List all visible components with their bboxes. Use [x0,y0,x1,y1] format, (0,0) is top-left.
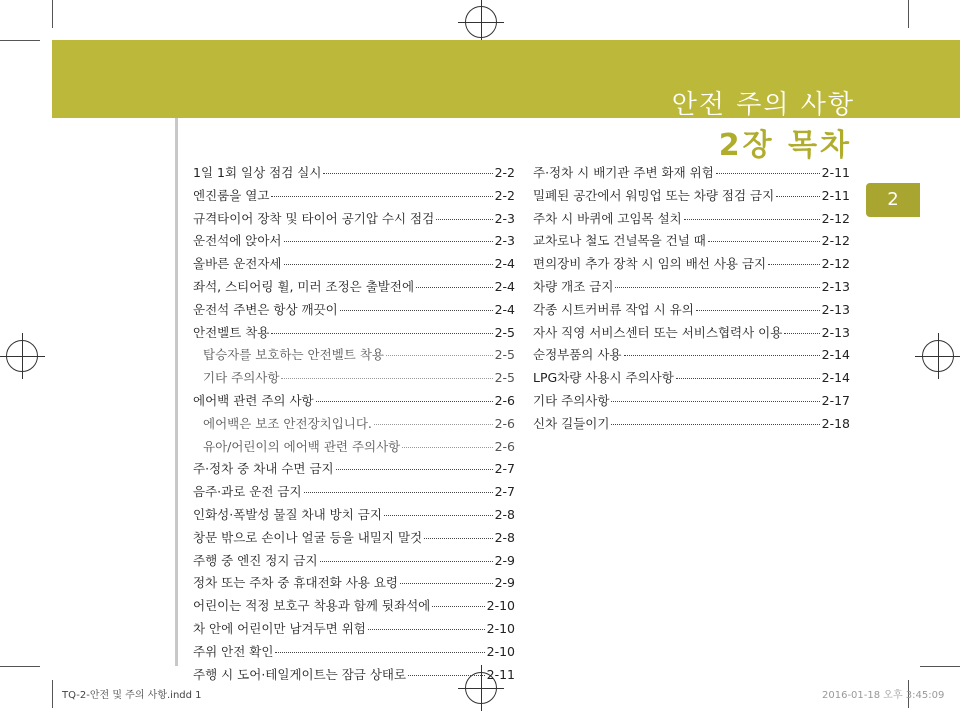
toc-entry-page: 2-5 [494,370,515,386]
toc-entry-title: 운전석 주변은 항상 깨끗이 [193,301,338,317]
toc-entry-title: 안전벨트 착용 [193,324,270,340]
chapter-title: 2장 목차 [718,128,852,163]
crop-mark [0,666,40,667]
toc-leader-dots [281,378,492,379]
toc-entry[interactable] [193,186,515,209]
toc-entry-title: 정차 또는 주차 중 휴대전화 사용 요령 [193,575,398,591]
toc-entry-title: 운전석에 앉아서 [193,233,282,249]
chapter-tab: 2 [866,183,920,217]
toc-leader-dots [432,606,484,607]
toc-leader-dots [368,629,485,630]
toc-entry-page: 2-17 [821,392,850,408]
toc-entry-title: 교차로나 철도 건널목을 건널 때 [533,233,706,249]
toc-entry[interactable] [193,323,515,346]
toc-entry[interactable] [533,414,850,437]
registration-mark-icon [6,340,38,372]
registration-mark-icon [465,6,497,38]
toc-leader-dots [611,424,819,425]
toc-leader-dots [408,675,485,676]
toc-entry-page: 2-11 [821,165,850,180]
toc-leader-dots [768,264,820,265]
toc-entry-title: 차 안에 어린이만 남겨두면 위험 [193,620,366,636]
toc-entry-title: 에어백은 보조 안전장치입니다. [203,415,372,431]
toc-entry[interactable] [193,345,515,368]
section-title: 안전 주의 사항 [671,90,855,120]
toc-entry-title: 주행 시 도어·테일게이트는 잠금 상태로 [193,666,407,682]
toc-leader-dots [320,561,493,562]
toc-entry-page: 2-10 [486,620,515,636]
toc-leader-dots [271,333,492,334]
toc-entry-page: 2-7 [494,484,515,500]
toc-entry[interactable] [193,277,515,300]
toc-leader-dots [400,583,493,584]
toc-entry[interactable] [193,254,515,277]
toc-entry[interactable] [533,345,850,368]
toc-entry-title: 주위 안전 확인 [193,643,274,659]
toc-leader-dots [284,264,493,265]
toc-entry-page: 2-5 [494,347,515,363]
toc-entry-title: 주차 시 바퀴에 고임목 설치 [533,210,682,226]
toc-entry[interactable] [193,528,515,551]
crop-mark [920,666,960,667]
toc-leader-dots [316,401,493,402]
toc-leader-dots [436,219,492,220]
toc-entry-title: 기타 주의사항 [203,370,280,386]
toc-entry[interactable] [193,596,515,619]
toc-entry[interactable] [533,231,850,254]
toc-entry-title: 탑승자를 보호하는 안전벨트 착용 [203,347,384,363]
crop-mark [52,0,53,28]
toc-leader-dots [424,538,492,539]
toc-leader-dots [776,196,819,197]
toc-entry-title: 규격타이어 장착 및 타이어 공기압 수시 점검 [193,210,435,226]
toc-entry[interactable] [193,300,515,323]
toc-leader-dots [386,355,493,356]
toc-leader-dots [708,241,820,242]
toc-entry[interactable] [533,300,850,323]
toc-entry-title: 어린이는 적정 보호구 착용과 함께 뒷좌석에 [193,598,431,614]
toc-entry-title: LPG차량 사용시 주의사항 [533,370,674,386]
toc-entry[interactable] [193,505,515,528]
toc-leader-dots [323,173,492,174]
toc-entry-title: 유아/어린이의 에어백 관련 주의사항 [203,438,401,454]
toc-entry-title: 에어백 관련 주의 사항 [193,392,314,408]
toc-entry-title: 신차 길들이기 [533,415,610,431]
toc-entry-title: 차량 개조 금지 [533,278,614,294]
toc-entry-page: 2-6 [494,392,515,408]
footer-file-name: TQ-2-안전 및 주의 사항.indd 1 [62,690,202,701]
toc-entry-title: 각종 시트커버류 작업 시 유의 [533,301,694,317]
toc-entry-page: 2-12 [821,233,850,249]
toc-entry-title: 자사 직영 서비스센터 또는 서비스협력사 이용 [533,324,783,340]
toc-column-right [533,163,850,437]
toc-leader-dots [624,355,820,356]
toc-entry-title: 주행 중 엔진 정지 금지 [193,552,318,568]
toc-entry-title: 창문 밖으로 손이나 얼굴 등을 내밀지 말것 [193,529,423,545]
toc-leader-dots [784,333,819,334]
toc-entry[interactable] [193,459,515,482]
toc-entry[interactable] [193,551,515,574]
toc-entry-page: 2-2 [494,187,515,203]
toc-entry-page: 2-9 [494,552,515,568]
toc-entry-page: 2-4 [494,301,515,317]
toc-entry-page: 2-13 [821,324,850,340]
toc-entry[interactable] [193,163,515,186]
registration-mark-icon [922,340,954,372]
toc-leader-dots [304,492,493,493]
toc-entry-page: 2-6 [494,415,515,431]
toc-entry-title: 기타 주의사항 [533,392,610,408]
toc-entry[interactable] [193,619,515,642]
toc-entry-page: 2-5 [494,324,515,340]
toc-entry-page: 2-6 [494,438,515,454]
toc-entry-page: 2-3 [494,210,515,226]
toc-entry-title: 음주·과로 운전 금지 [193,484,302,500]
toc-entry-page: 2-11 [486,666,515,682]
toc-entry[interactable] [533,391,850,414]
toc-entry-page: 2-14 [821,370,850,386]
toc-entry-page: 2-10 [486,598,515,614]
toc-entry-page: 2-9 [494,575,515,591]
toc-entry[interactable] [533,368,850,391]
crop-mark [52,680,53,708]
toc-leader-dots [336,469,493,470]
toc-entry-page: 2-4 [494,256,515,272]
toc-entry-page: 2-3 [494,233,515,249]
toc-entry-title: 좌석, 스티어링 휠, 미러 조정은 출발전에 [193,278,415,294]
toc-entry-page: 2-2 [494,165,515,180]
toc-leader-dots [615,287,819,288]
toc-entry[interactable] [193,414,515,437]
toc-entry[interactable] [533,163,850,186]
toc-entry-title: 주·정차 중 차내 수면 금지 [193,461,334,477]
toc-entry[interactable] [533,186,850,209]
toc-leader-dots [684,219,820,220]
toc-leader-dots [384,515,493,516]
toc-leader-dots [696,310,820,311]
toc-leader-dots [716,173,820,174]
toc-leader-dots [374,424,493,425]
toc-entry[interactable] [193,482,515,505]
toc-entry[interactable] [193,368,515,391]
footer-timestamp: 2016-01-18 오후 3:45:09 [822,690,945,701]
toc-entry[interactable] [193,642,515,665]
toc-entry-page: 2-11 [821,187,850,203]
toc-entry-title: 편의장비 추가 장착 시 임의 배선 사용 금지 [533,256,767,272]
toc-entry-title: 엔진룸을 열고 [193,187,270,203]
toc-entry[interactable] [193,231,515,254]
toc-entry-page: 2-8 [494,506,515,522]
crop-mark [908,0,909,28]
toc-entry-title: 올바른 운전자세 [193,256,282,272]
toc-entry-page: 2-13 [821,301,850,317]
toc-entry-title: 순정부품의 사용 [533,347,622,363]
toc-column-left [193,163,515,687]
toc-entry-title: 1일 1회 일상 점검 실시 [193,165,322,180]
toc-entry-page: 2-8 [494,529,515,545]
toc-leader-dots [416,287,493,288]
toc-entry-page: 2-14 [821,347,850,363]
toc-entry-page: 2-12 [821,210,850,226]
toc-entry[interactable] [193,573,515,596]
toc-entry[interactable] [533,277,850,300]
toc-entry[interactable] [193,437,515,460]
toc-leader-dots [340,310,493,311]
toc-entry-page: 2-12 [821,256,850,272]
toc-leader-dots [284,241,493,242]
toc-entry[interactable] [193,665,515,688]
toc-leader-dots [271,196,492,197]
crop-mark [0,40,40,41]
margin-rule [175,118,178,666]
toc-entry-page: 2-13 [821,278,850,294]
toc-leader-dots [676,378,820,379]
toc-entry[interactable] [533,209,850,232]
toc-leader-dots [402,447,492,448]
toc-entry-page: 2-10 [486,643,515,659]
toc-leader-dots [275,652,484,653]
toc-entry[interactable] [193,209,515,232]
toc-leader-dots [611,401,819,402]
toc-entry[interactable] [193,391,515,414]
toc-entry-title: 밀폐된 공간에서 워밍업 또는 차량 점검 금지 [533,187,775,203]
toc-entry-page: 2-18 [821,415,850,431]
toc-entry-title: 주·정차 시 배기관 주변 화재 위험 [533,165,714,180]
toc-entry-page: 2-7 [494,461,515,477]
toc-entry-title: 인화성·폭발성 물질 차내 방치 금지 [193,506,382,522]
toc-entry-page: 2-4 [494,278,515,294]
toc-entry[interactable] [533,254,850,277]
toc-entry[interactable] [533,323,850,346]
